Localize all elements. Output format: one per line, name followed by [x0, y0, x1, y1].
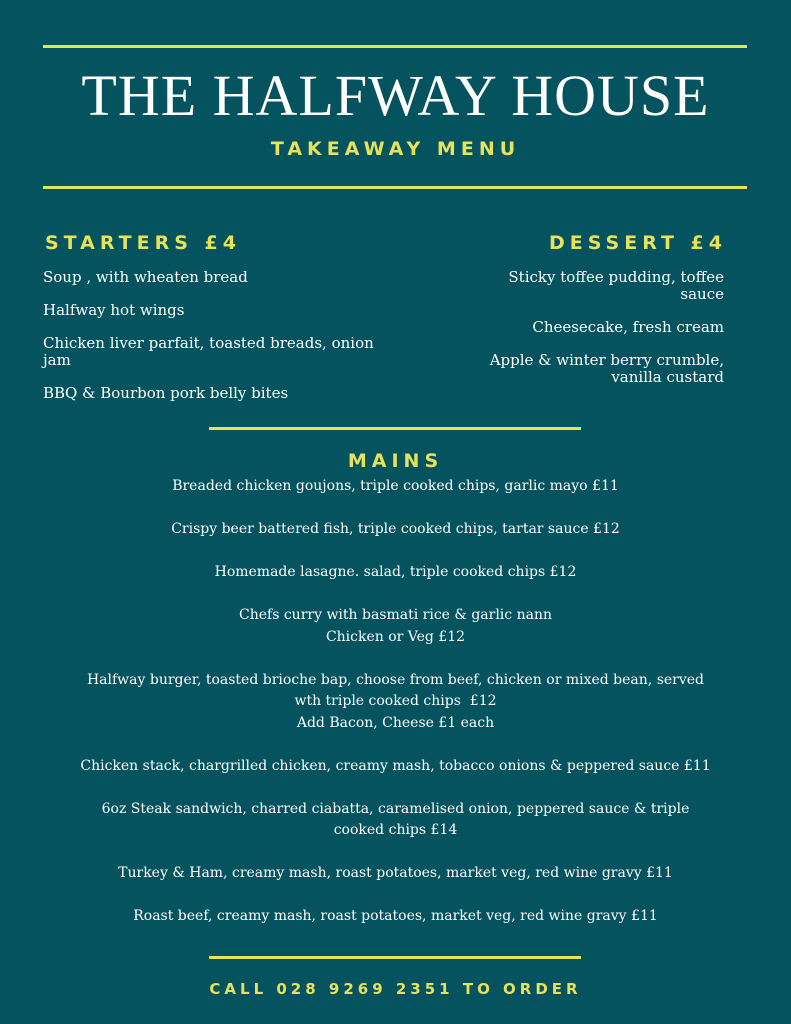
- starter-item: Soup , with wheaten bread: [43, 268, 248, 286]
- main-item-line: Add Bacon, Cheese £1 each: [296, 714, 495, 731]
- order-phone-text: CALL 028 9269 2351 TO ORDER: [209, 980, 582, 998]
- main-item: [40, 605, 751, 648]
- starters-list: [43, 269, 388, 418]
- dessert-heading: DESSERT £4: [548, 232, 727, 254]
- starter-item: Halfway hot wings: [43, 301, 185, 319]
- dessert-item: Cheesecake, fresh cream: [532, 318, 724, 336]
- header-divider: [43, 186, 747, 189]
- top-divider: [43, 45, 747, 48]
- dessert-list: [464, 269, 724, 402]
- main-item: [40, 756, 751, 778]
- restaurant-title: THE HALFWAY HOUSE: [81, 63, 710, 128]
- main-item: [40, 799, 751, 842]
- main-item-line: Chefs curry with basmati rice & garlic nann: [239, 607, 552, 623]
- main-item-line: cooked chips £14: [333, 822, 458, 838]
- main-item: [40, 476, 751, 498]
- dessert-item: Apple & winter berry crumble, vanilla custard: [489, 351, 724, 386]
- main-item-line: wth triple cooked chips £12: [294, 693, 497, 709]
- menu-subtitle: TAKEAWAY MENU: [270, 138, 521, 160]
- starter-item: Chicken liver parfait, toasted breads, onion jam: [43, 334, 374, 369]
- footer-divider: [209, 956, 581, 959]
- main-item-line: Homemade lasagne. salad, triple cooked chips £12: [214, 564, 577, 580]
- starters-heading: STARTERS £4: [45, 232, 241, 254]
- mains-list: [40, 476, 751, 949]
- main-item: [40, 562, 751, 584]
- main-item: [40, 670, 751, 735]
- starter-item: BBQ & Bourbon pork belly bites: [43, 384, 289, 402]
- main-item-line: Breaded chicken goujons, triple cooked chips, garlic mayo £11: [172, 478, 619, 494]
- main-item-line: Chicken or Veg £12: [325, 628, 466, 645]
- main-item-line: 6oz Steak sandwich, charred ciabatta, caramelised onion, peppered sauce & triple: [101, 800, 690, 817]
- mains-divider: [209, 427, 581, 430]
- main-item-line: Roast beef, creamy mash, roast potatoes, market veg, red wine gravy £11: [133, 908, 658, 924]
- main-item: [40, 863, 751, 885]
- main-item: [40, 519, 751, 541]
- main-item-line: Chicken stack, chargrilled chicken, creamy mash, tobacco onions & peppered sauce £11: [80, 757, 711, 774]
- dessert-item: Sticky toffee pudding, toffee sauce: [508, 268, 724, 303]
- main-item-line: Halfway burger, toasted brioche bap, choose from beef, chicken or mixed bean, served: [86, 671, 705, 688]
- mains-heading: MAINS: [347, 450, 444, 472]
- main-item-line: Crispy beer battered fish, triple cooked chips, tartar sauce £12: [171, 521, 620, 537]
- main-item: [40, 906, 751, 928]
- main-item-line: Turkey & Ham, creamy mash, roast potatoes, market veg, red wine gravy £11: [118, 865, 673, 881]
